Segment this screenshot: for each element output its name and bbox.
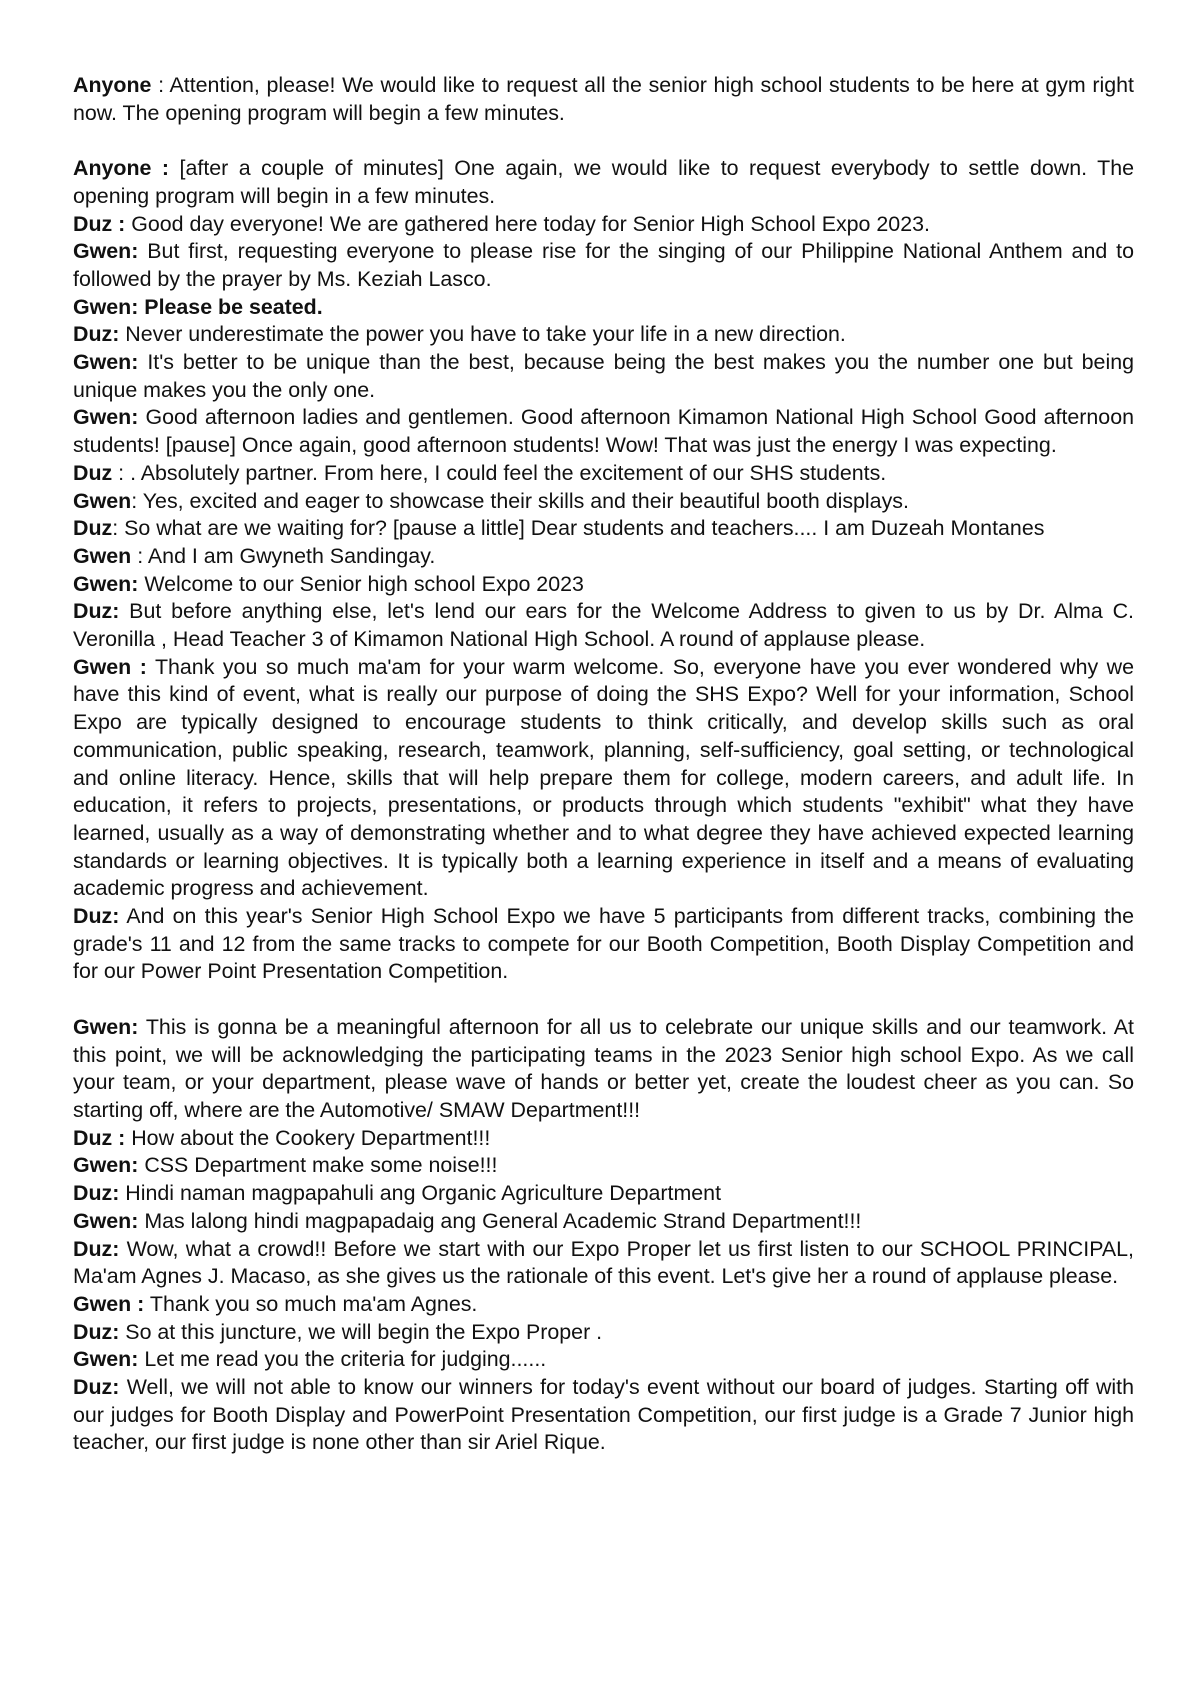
speaker-separator: :	[112, 460, 131, 485]
speaker-name: Duz:	[73, 322, 120, 347]
line-text: Welcome to our Senior high school Expo 2023	[144, 571, 584, 596]
script-line	[73, 1374, 1134, 1457]
line-text: It's better to be unique than the best, because being the best makes you the number one but being unique makes you the only one.	[73, 350, 1134, 402]
speaker-name: Duz:	[73, 1375, 120, 1400]
speaker-name: Duz	[73, 460, 113, 485]
speaker-separator: :	[112, 516, 125, 541]
line-text: Thank you so much ma'am Agnes.	[149, 1291, 478, 1316]
line-text: So what are we waiting for? [pause a little] Dear students and teachers.... I am Duzeah Montanes	[124, 516, 1045, 541]
speaker-name: Duz	[73, 516, 113, 541]
line-text: This is gonna be a meaningful afternoon for all us to celebrate our unique skills and our teamwork. At this point, we will be acknowledging the participating teams in the 2023 Senior high school Expo. As we call your team, or your department, please wave of hands or better yet, create the loudest cheer as you can. So starting off, where are the Automotive/ SMAW Department!!!	[73, 1014, 1134, 1122]
speaker-name: Gwen:	[73, 571, 139, 596]
line-text: So at this juncture, we will begin the Expo Proper .	[125, 1319, 603, 1344]
line-text: Let me read you the criteria for judging......	[144, 1347, 547, 1372]
speaker-name: Gwen	[73, 543, 132, 568]
speaker-name: Gwen:	[73, 239, 139, 264]
speaker-name: Gwen :	[73, 654, 147, 679]
speaker-name: Gwen:	[73, 405, 139, 430]
script-line	[73, 1152, 1134, 1180]
line-text: Mas lalong hindi magpapadaig ang General Academic Strand Department!!!	[144, 1208, 862, 1233]
line-text: CSS Department make some noise!!!	[144, 1153, 498, 1178]
speaker-separator	[138, 350, 147, 374]
script-line-bold: Gwen: Please be seated.	[73, 294, 323, 319]
speaker-separator	[147, 655, 155, 679]
script-line	[73, 1208, 1134, 1236]
speaker-name: Gwen:	[73, 1153, 139, 1178]
line-text: And I am Gwyneth Sandingay.	[147, 543, 436, 568]
speaker-separator	[119, 599, 129, 623]
speaker-name: Anyone	[73, 73, 152, 97]
line-text: . Absolutely partner. From here, I could feel the excitement of our SHS students.	[130, 460, 887, 485]
line-text: But first, requesting everyone to please rise for the singing of our Philippine National Anthem and to followed by the prayer by Ms. Keziah Lasco.	[73, 239, 1134, 291]
script-line	[73, 543, 1134, 571]
script-line	[73, 72, 1134, 127]
line-text: [after a couple of minutes] One again, we would like to request everybody to settle down. The opening program will begin in a few minutes.	[73, 156, 1134, 208]
speaker-name: Duz :	[73, 211, 126, 236]
script-line	[73, 211, 1134, 239]
speaker-name: Duz:	[73, 599, 120, 624]
script-line	[73, 1236, 1134, 1291]
paragraph-gap	[73, 127, 1134, 155]
line-text: Thank you so much ma'am for your warm welcome. So, everyone have you ever wondered why we have this kind of event, what is really our purpose of doing the SHS Expo? Well for your information, School Expo are typically designed to encourage students to think critically, and develop skills such as oral communication, public speaking, research, teamwork, planning, self-sufficiency, goal setting, or technological and online literacy. Hence, skills that will help prepare them for college, modern careers, and adult life. In education, it refers to projects, presentations, or products through which students "exhibit" what they have learned, usually as a way of demonstrating whether and to what degree they have achieved expected learning standards or learning objectives. It is typically both a learning experience in itself and a means of evaluating academic progress and achievement.	[73, 654, 1134, 901]
line-text: Good afternoon ladies and gentlemen. Good afternoon Kimamon National High School Good afternoon students! [pause] Once again, good afternoon students! Wow! That was just the energy I was expecting.	[73, 405, 1134, 458]
speaker-name: Duz:	[73, 904, 120, 929]
line-text: Yes, excited and eager to showcase their skills and their beautiful booth displays.	[142, 488, 909, 513]
line-text: Wow, what a crowd!! Before we start with our Expo Proper let us first listen to our SCHOOL PRINCIPAL, Ma'am Agnes J. Macaso, as she gives us the rationale of this event. Let's give her a round of applause please.	[73, 1236, 1134, 1289]
line-text: Good day everyone! We are gathered here today for Senior High School Expo 2023.	[131, 211, 930, 236]
speaker-name: Gwen:	[73, 1014, 139, 1039]
script-line	[73, 654, 1134, 903]
speaker-name: Duz :	[73, 1125, 126, 1150]
script-line	[73, 1125, 1134, 1153]
speaker-name: Gwen :	[73, 1291, 145, 1316]
speaker-name: Gwen:	[73, 1347, 139, 1372]
script-line	[73, 598, 1134, 653]
script-line	[73, 1180, 1134, 1208]
line-text: But before anything else, let's lend our ears for the Welcome Address to given to us by Dr. Alma C. Veronilla , Head Teacher 3 of Kimamon National High School. A round of applause please.	[73, 599, 1134, 652]
line-text: Attention, please! We would like to request all the senior high school students to be here at gym right now. The opening program will begin a few minutes.	[73, 73, 1134, 125]
speaker-separator	[119, 1375, 126, 1399]
script-line	[73, 349, 1134, 404]
script-line	[73, 321, 1134, 349]
script-line	[73, 488, 1134, 516]
speaker-separator: :	[131, 488, 143, 513]
speaker-name: Gwen:	[73, 350, 139, 375]
speaker-name: Duz:	[73, 1319, 120, 1344]
script-line	[73, 155, 1134, 210]
speaker-name: Anyone :	[73, 156, 170, 181]
line-text: Hindi naman magpapahuli ang Organic Agriculture Department	[125, 1181, 722, 1206]
script-line	[73, 1014, 1134, 1125]
script-line	[73, 515, 1134, 543]
speaker-separator: :	[131, 543, 148, 568]
speaker-separator	[138, 239, 147, 263]
script-line	[73, 1291, 1134, 1319]
script-line	[73, 404, 1134, 459]
line-text: How about the Cookery Department!!!	[131, 1125, 491, 1150]
speaker-name: Duz:	[73, 1181, 120, 1206]
paragraph-gap	[73, 986, 1134, 1014]
script-line	[73, 1319, 1134, 1347]
speaker-separator	[119, 1237, 126, 1261]
script-line	[73, 571, 1134, 599]
line-text: Never underestimate the power you have to take your life in a new direction.	[125, 322, 846, 347]
speaker-separator	[138, 1015, 145, 1039]
script-line	[73, 903, 1134, 986]
script-line	[73, 460, 1134, 488]
line-text: And on this year's Senior High School Expo we have 5 participants from different tracks, combining the grade's 11 and 12 from the same tracks to compete for our Booth Competition, Booth Display Competition and for our Power Point Presentation Competition.	[73, 904, 1135, 984]
speaker-name: Duz:	[73, 1236, 120, 1261]
speaker-name: Gwen	[73, 488, 132, 513]
speaker-name: Gwen:	[73, 1208, 139, 1233]
line-text: Well, we will not able to know our winners for today's event without our board of judges. Starting off with our judges for Booth Display and PowerPoint Presentation Competition, our first judge is a Grade 7 Junior high teacher, our first judge is none other than sir Ariel Rique.	[73, 1375, 1134, 1455]
script-line	[73, 1346, 1134, 1374]
speaker-separator	[169, 156, 179, 180]
script-line	[73, 238, 1134, 293]
speaker-separator: :	[151, 73, 170, 97]
